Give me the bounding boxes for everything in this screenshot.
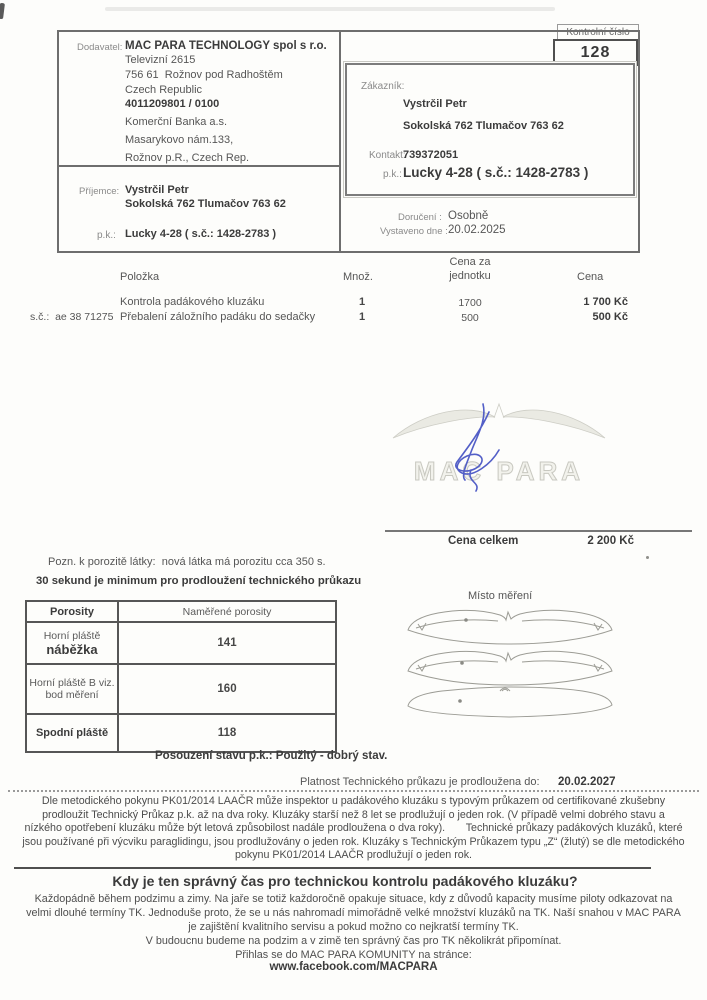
porosity-value: 118 (217, 727, 237, 739)
total-value: 2 200 Kč (587, 535, 634, 547)
validity-row (300, 772, 616, 790)
item-unit-price: 500 (461, 312, 479, 324)
customer-pk-value: Lucky 4-28 ( s.č.: 1428-2783 ) (403, 165, 589, 180)
customer-pk-label: p.k.: (383, 169, 402, 180)
wing-bottom-surface-icon (408, 687, 612, 717)
item-unit-price: 1700 (458, 297, 482, 309)
porosity-row-label: Horní pláště (43, 629, 101, 642)
porosity-note: Pozn. k porozitě látky: nová látka má porozitu cca 350 s. (48, 556, 326, 568)
validity-label: Platnost Technického průkazu je prodloužena do: (300, 776, 540, 788)
recipient-name: Vystrčil Petr (125, 184, 189, 196)
porosity-col2-header: Naměřené porosity (182, 605, 272, 618)
watermark-text: MAC PARA (413, 456, 585, 486)
item-price: 1 700 Kč (583, 296, 628, 308)
footer-community-line: Přihlas se do MAC PARA KOMUNITY na stránce: (235, 949, 472, 961)
customer-name: Vystrčil Petr (403, 98, 467, 110)
horizontal-divider (59, 165, 339, 167)
supplier-address-line: Televizní 2615 (125, 54, 196, 66)
customer-box (345, 63, 635, 196)
dotted-divider (8, 790, 699, 792)
items-header-qty: Množ. (343, 271, 373, 283)
item-serial-prefix: s.č.: ae 38 71275 (30, 311, 114, 323)
recipient-label: Příjemce: (79, 186, 120, 197)
porosity-col1-header: Porosity (27, 602, 119, 621)
item-qty: 1 (358, 311, 366, 323)
items-header-unitprice-line1: Cena za (449, 256, 491, 268)
porosity-row-label: Horní pláště B viz. (29, 677, 115, 689)
supplier-account: 4011209801 / 0100 (125, 98, 220, 110)
porosity-row-label: Spodní pláště (35, 727, 109, 739)
delivery-label: Doručení : (398, 212, 442, 223)
customer-contact-value: 739372051 (403, 149, 459, 161)
recipient-pk-value: Lucky 4-28 ( s.č.: 1428-2783 ) (125, 228, 277, 240)
wing-swoosh-left-icon (393, 410, 495, 438)
table-row (27, 663, 335, 713)
issued-label: Vystaveno dne : (380, 226, 448, 237)
wing-center-spike-icon (494, 404, 504, 418)
item-price: 500 Kč (592, 311, 628, 323)
supplier-name: MAC PARA TECHNOLOGY spol s r.o. (125, 40, 327, 52)
legal-paragraph: Dle metodického pokynu PK01/2014 LAAČR může inspektor u padákového kluzáku s typovým průkazem od certifikované zkušebny prodloužit Technický Průkaz p.k. až na dva roky. Kluzáky starší než 8 let se prodlužují o jeden rok. (V případě velmi dobrého stavu a nízkého opotřebení kluzáku může být letová způsobilost nadále prodloužena o dva roky). Technické průkazy padákových kluzáků, které jsou používané při výcviku paraglidingu, jsou prodlužovány o jeden rok. Kluzáky s Technickým Průkazem typu „Z“ (žlutý) se dle metodického pokynu PK01/2014 LAAČR prodlužují o jeden rok. (22, 795, 685, 862)
scan-artifact (0, 3, 5, 19)
wing-top-surface-icon (408, 610, 612, 644)
recipient-address: Sokolská 762 Tlumačov 763 62 (125, 198, 286, 210)
customer-contact-label: Kontakt: (369, 150, 406, 161)
wing-swoosh-right-icon (503, 410, 605, 438)
porosity-header-row (27, 602, 335, 621)
vertical-divider (339, 32, 341, 251)
control-number-value: 128 (553, 39, 638, 66)
items-header-item: Položka (120, 271, 160, 283)
scan-artifact (105, 7, 555, 11)
facebook-url: www.facebook.com/MACPARA (269, 961, 438, 973)
supplier-address-line: 756 61 Rožnov pod Radhoštěm (125, 69, 283, 81)
supplier-bank-address: Rožnov p.R., Czech Rep. (125, 152, 250, 164)
section-divider (14, 867, 651, 869)
validity-date: 20.02.2027 (557, 776, 616, 788)
porosity-row-sublabel: náběžka (46, 641, 98, 657)
footer-paragraph: Každopádně během podzimu a zimy. Na jaře se totiž každoročně opakuje situace, kdy z důvodů kapacity musíme piloty odkazovat na velmi dlouhé termíny TK. Jednoduše proto, že se u nás nahromadí mimořádně velké množství kluzáků na TK. Naší snahou v MAC PARA je zajištění kvalitního servisu a pokud možno co nejkratší termíny TK. (26, 893, 681, 933)
porosity-value: 160 (217, 683, 237, 695)
control-number-label: Kontrolní číslo (557, 24, 639, 40)
items-header-price: Cena (577, 271, 604, 283)
recipient-pk-label: p.k.: (97, 230, 116, 241)
footer-reminder-line: V budoucnu budeme na podzim a v zimě ten správný čas pro TK několikrát připomínat. (145, 935, 562, 947)
table-row (27, 621, 335, 663)
issued-value: 20.02.2025 (448, 224, 506, 236)
supplier-bank: Komerční Banka a.s. (125, 116, 228, 128)
customer-address: Sokolská 762 Tlumačov 763 62 (403, 120, 564, 132)
supplier-label: Dodavatel: (77, 42, 123, 53)
item-name: Přebalení záložního padáku do sedačky (120, 311, 316, 323)
supplier-bank-address: Masarykovo nám.133, (125, 134, 234, 146)
measurement-diagram (402, 602, 618, 722)
item-qty: 1 (358, 296, 366, 308)
item-name: Kontrola padákového kluzáku (120, 296, 265, 308)
wing-mid-surface-icon (408, 651, 612, 685)
supplier-address-line: Czech Republic (125, 84, 203, 96)
footer-heading: Kdy je ten správný čas pro technickou kontrolu padákového kluzáku? (112, 873, 578, 889)
total-label: Cena celkem (448, 535, 519, 547)
total-divider (385, 530, 692, 532)
porosity-value: 141 (217, 637, 237, 649)
stamp-signature-area (383, 392, 615, 492)
condition-assessment: Posouzení stavu p.k.: Použitý - dobrý stav. (155, 750, 388, 762)
porosity-minimum-note: 30 sekund je minimum pro prodloužení technického průkazu (36, 575, 362, 587)
delivery-value: Osobně (448, 210, 489, 222)
table-row (27, 713, 335, 751)
wing-cross-section-diagram (402, 602, 618, 722)
porosity-row-sublabel: bod měření (45, 689, 99, 701)
scan-artifact (646, 556, 649, 559)
measurement-title: Místo měření (468, 590, 533, 602)
macpara-logo-watermark (383, 392, 615, 492)
porosity-table (25, 600, 337, 753)
customer-label: Zákazník: (361, 81, 405, 92)
items-header-unitprice-line2: jednotku (449, 270, 491, 282)
